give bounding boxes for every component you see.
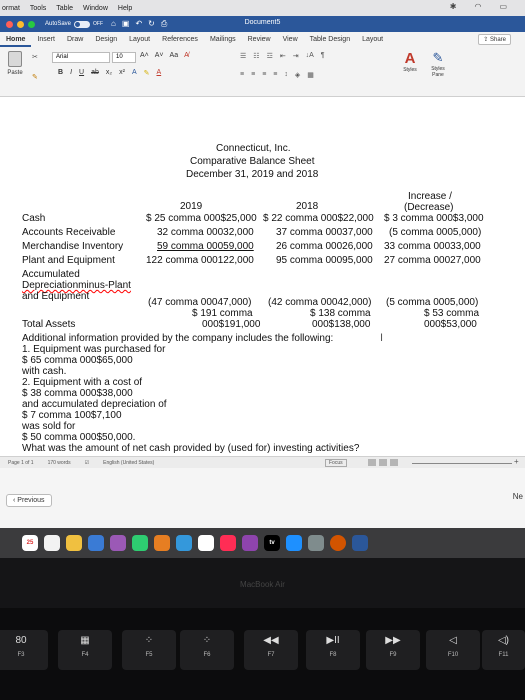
superscript-icon[interactable]: x² [119, 69, 125, 76]
highlight-icon[interactable]: ✎ [143, 70, 150, 77]
row-value-diff: 27 comma 00027,000 [384, 255, 481, 266]
align-left-icon[interactable]: ≡ [240, 71, 245, 78]
previous-button[interactable] [6, 494, 52, 507]
music-app-icon[interactable] [220, 535, 236, 551]
proofing-icon[interactable]: ☑ [84, 459, 90, 466]
tab-layout[interactable]: Layout [129, 36, 151, 43]
save-icon[interactable]: ▣ [121, 19, 130, 28]
notes-app-icon[interactable] [66, 535, 82, 551]
calendar-app-icon[interactable]: 25 [22, 535, 38, 551]
print-icon[interactable]: ⎙ [160, 19, 168, 28]
autosave-label: AutoSave [45, 21, 72, 27]
volume-down-icon: ◁) [497, 635, 510, 646]
subscript-icon[interactable]: x₂ [105, 69, 113, 76]
row-label: Merchandise Inventory [22, 241, 124, 252]
menu-window[interactable]: Window [82, 4, 108, 12]
key-label: F7 [267, 652, 275, 658]
powerpoint-app-icon[interactable] [330, 535, 346, 551]
info-line: was sold for [22, 421, 76, 432]
row-value-diff: $ 3 comma 000$3,000 [384, 213, 484, 224]
system-preferences-icon[interactable] [308, 535, 324, 551]
tab-mailings[interactable]: Mailings [209, 36, 236, 43]
language-indicator[interactable]: English (United States) [103, 459, 155, 466]
key-f9 [366, 630, 420, 670]
keynote-app-icon[interactable] [176, 535, 192, 551]
accumulated-label-2: Depreciationminus-Plant [22, 280, 131, 291]
key-label: F10 [447, 652, 459, 658]
wifi-icon[interactable]: ◠ [474, 2, 482, 11]
info-line: What was the amount of net cash provided by (used for) investing activities? [22, 443, 360, 454]
word-app-icon[interactable] [352, 535, 368, 551]
decrease-indent-icon[interactable]: ⇤ [279, 53, 286, 60]
bullets-icon[interactable]: ☰ [240, 53, 247, 60]
focus-button[interactable]: Focus [325, 459, 347, 467]
share-icon: ⇪ [483, 37, 490, 43]
pilcrow-icon[interactable]: ¶ [320, 52, 325, 59]
brand-label: MacBook Air [240, 580, 285, 589]
web-layout-icon[interactable] [379, 459, 387, 466]
print-layout-icon[interactable] [368, 459, 376, 466]
info-line: and accumulated depreciation of [22, 399, 167, 410]
font-size-field[interactable]: 10 [112, 52, 136, 63]
styles-pane-label: Styles Pane [431, 66, 445, 78]
keyboard-brightness-down-icon: ⁘ [144, 635, 154, 646]
paragraph-controls-bottom [240, 71, 314, 79]
styles-button[interactable] [398, 50, 422, 73]
keyboard [0, 608, 525, 700]
app-store-icon[interactable] [286, 535, 302, 551]
key-label: F6 [203, 652, 211, 658]
share-label: Share [489, 37, 506, 43]
tab-home[interactable]: Home [0, 32, 31, 47]
rewind-icon: ◀◀ [263, 635, 279, 646]
page-count[interactable]: Page 1 of 1 [8, 459, 34, 466]
play-pause-icon: ▶II [326, 635, 340, 646]
zoom-in-icon[interactable]: + [514, 457, 519, 466]
view-buttons [368, 459, 398, 466]
reminders-app-icon[interactable] [44, 535, 60, 551]
info-line: $ 50 comma 000$50,000. [22, 432, 136, 443]
font-format-controls [58, 69, 161, 77]
align-right-icon[interactable]: ≡ [262, 71, 267, 78]
statement-title: Comparative Balance Sheet [190, 156, 315, 167]
shading-icon[interactable]: ◈ [294, 72, 301, 79]
launchpad-icon: ▦ [80, 635, 90, 646]
tab-design[interactable]: Design [95, 36, 118, 43]
increase-indent-icon[interactable]: ⇥ [292, 53, 299, 60]
redo-icon[interactable]: ↻ [148, 19, 155, 28]
row-value-2018: 37 comma 00037,000 [276, 227, 373, 238]
borders-icon[interactable]: ▦ [307, 72, 314, 79]
tab-view[interactable]: View [282, 36, 298, 43]
previous-label: Previous [17, 497, 45, 504]
podcasts-app-icon[interactable] [242, 535, 258, 551]
key-label: F8 [329, 652, 337, 658]
info-line: $ 65 comma 000$65,000 [22, 355, 133, 366]
photos-app-icon[interactable] [88, 535, 104, 551]
messages-app-icon[interactable] [132, 535, 148, 551]
title-bar [0, 16, 525, 32]
dock [0, 528, 525, 558]
total-assets-label: Total Assets [22, 319, 76, 330]
align-center-icon[interactable]: ≡ [251, 71, 256, 78]
line-spacing-icon[interactable]: ↕ [284, 71, 288, 78]
status-bar [0, 456, 525, 468]
tab-insert[interactable]: Insert [37, 36, 55, 43]
autosave-state: OFF [93, 21, 104, 27]
outline-icon[interactable] [390, 459, 398, 466]
row-value-diff: 33 comma 00033,000 [384, 241, 481, 252]
paste-label: Paste [7, 70, 23, 76]
info-line: 1. Equipment was purchased for [22, 344, 166, 355]
increase-header-1: Increase / [408, 191, 452, 202]
menu-format[interactable]: ormat [2, 4, 20, 12]
menu-help[interactable]: Help [117, 4, 133, 12]
key-f6 [180, 630, 234, 670]
sort-icon[interactable]: ↓A [305, 52, 314, 59]
total-2019-line2: 000$191,000 [202, 319, 261, 330]
tab-draw[interactable]: Draw [66, 36, 84, 43]
keyboard-brightness-up-icon: ⁘ [202, 635, 212, 646]
row-value-2018: $ 22 comma 000$22,000 [263, 213, 374, 224]
info-line: 2. Equipment with a cost of [22, 377, 143, 388]
mission-control-icon: 80 [15, 635, 27, 646]
change-case-icon[interactable]: Aa [169, 52, 179, 59]
document-page[interactable] [0, 97, 525, 456]
key-label: F11 [498, 652, 509, 658]
tab-table-layout[interactable]: Layout [362, 36, 384, 43]
justify-icon[interactable]: ≡ [273, 71, 278, 78]
undo-icon[interactable]: ↶ [135, 19, 143, 28]
next-button[interactable]: Ne [512, 492, 523, 501]
increase-header-2: (Decrease) [404, 202, 454, 213]
accumulated-2018: (42 comma 00042,000) [268, 297, 372, 308]
italic-icon[interactable]: I [70, 69, 73, 76]
styles-label: Styles [403, 67, 417, 73]
key-f4 [58, 630, 112, 670]
statement-date: December 31, 2019 and 2018 [186, 169, 319, 180]
numbering-icon[interactable]: ☷ [253, 53, 260, 60]
menu-table[interactable]: Table [56, 4, 73, 12]
battery-icon[interactable]: ▭ [499, 2, 507, 11]
info-line: with cash. [22, 366, 67, 377]
menubar-status-icons [450, 2, 517, 11]
word-count[interactable]: 170 words [47, 459, 71, 466]
company-name: Connecticut, Inc. [216, 143, 291, 154]
key-label: F3 [17, 652, 25, 658]
font-color-icon[interactable]: A [156, 69, 162, 76]
row-label: Plant and Equipment [22, 255, 115, 266]
key-f8 [306, 630, 360, 670]
row-value-2019: 59 comma 00059,000 [157, 241, 254, 252]
clear-formatting-icon[interactable]: A̸ [184, 52, 189, 59]
row-label: Cash [22, 213, 46, 224]
grow-font-icon[interactable]: A˄ [140, 52, 149, 59]
bold-icon[interactable]: B [58, 69, 64, 76]
key-label: F5 [145, 652, 153, 658]
key-f11 [482, 630, 525, 670]
total-diff-line1: $ 53 comma [424, 308, 480, 319]
chevron-left-icon: ‹ [13, 497, 18, 504]
key-f10 [426, 630, 480, 670]
menu-bar [0, 0, 525, 16]
accumulated-2019: (47 comma 00047,000) [148, 297, 252, 308]
paragraph-controls-top [240, 52, 325, 60]
tab-table-design[interactable]: Table Design [309, 36, 351, 43]
home-icon[interactable]: ⌂ [111, 19, 116, 28]
font-size-controls [140, 52, 189, 59]
background-browser [0, 468, 525, 528]
key-label: F4 [81, 652, 89, 658]
clipboard-icon [8, 51, 22, 67]
row-value-diff: (5 comma 0005,000) [389, 227, 482, 238]
year-2019-header: 2019 [180, 201, 203, 212]
tab-review[interactable]: Review [247, 36, 271, 43]
font-name-field[interactable]: Arial [52, 52, 110, 63]
text-cursor-icon: I [380, 332, 384, 344]
info-line: $ 7 comma 100$7,100 [22, 410, 122, 421]
key-label: F9 [389, 652, 397, 658]
total-diff-line2: 000$53,000 [424, 319, 477, 330]
text-effects-icon[interactable]: A [131, 69, 137, 76]
share-button[interactable] [478, 34, 511, 45]
multilevel-list-icon[interactable]: ☲ [266, 53, 273, 60]
format-painter-icon[interactable]: ✎ [32, 74, 38, 81]
row-value-2019: $ 25 comma 000$25,000 [146, 213, 257, 224]
charts-app-icon[interactable] [154, 535, 170, 551]
info-line: $ 38 comma 000$38,000 [22, 388, 133, 399]
laptop-bezel [0, 558, 525, 608]
row-label: Accounts Receivable [22, 227, 116, 238]
menu-tools[interactable]: Tools [29, 4, 47, 12]
tab-references[interactable]: References [162, 36, 198, 43]
bluetooth-icon[interactable]: ✱ [449, 2, 457, 11]
fast-forward-icon: ▶▶ [385, 635, 401, 646]
row-value-2019: 122 comma 000122,000 [146, 255, 254, 266]
zoom-slider[interactable] [412, 463, 512, 464]
styles-pane-button[interactable] [426, 50, 450, 78]
facetime-app-icon[interactable] [110, 535, 126, 551]
accumulated-label-3: and Equipment [22, 291, 90, 302]
underline-icon[interactable]: U [79, 69, 85, 76]
ribbon [0, 47, 525, 97]
row-value-2019: 32 comma 00032,000 [157, 227, 254, 238]
news-app-icon[interactable] [198, 535, 214, 551]
row-value-2018: 95 comma 00095,000 [276, 255, 373, 266]
cut-icon[interactable]: ✂ [32, 54, 38, 61]
total-2018-line2: 000$138,000 [312, 319, 371, 330]
styles-pane-icon: ✎ [432, 50, 444, 65]
tv-app-icon[interactable]: tv [264, 535, 280, 551]
info-line: Additional information provided by the company includes the following: [22, 333, 334, 344]
accumulated-diff: (5 comma 0005,000) [386, 297, 479, 308]
total-2018-line1: $ 138 comma [310, 308, 371, 319]
document-title: Document5 [244, 19, 281, 26]
row-value-2018: 26 comma 00026,000 [276, 241, 373, 252]
strikethrough-icon[interactable]: ab [91, 69, 99, 76]
paste-button[interactable] [4, 51, 26, 91]
accumulated-label-1: Accumulated [22, 269, 80, 280]
year-2018-header: 2018 [296, 201, 319, 212]
shrink-font-icon[interactable]: A˅ [154, 52, 164, 59]
mute-icon: ◁ [449, 635, 457, 646]
key-f5 [122, 630, 176, 670]
ribbon-tabs [0, 32, 525, 47]
key-f7 [244, 630, 298, 670]
total-2019-line1: $ 191 comma [192, 308, 253, 319]
styles-icon: A [404, 50, 416, 67]
key-f3 [0, 630, 48, 670]
